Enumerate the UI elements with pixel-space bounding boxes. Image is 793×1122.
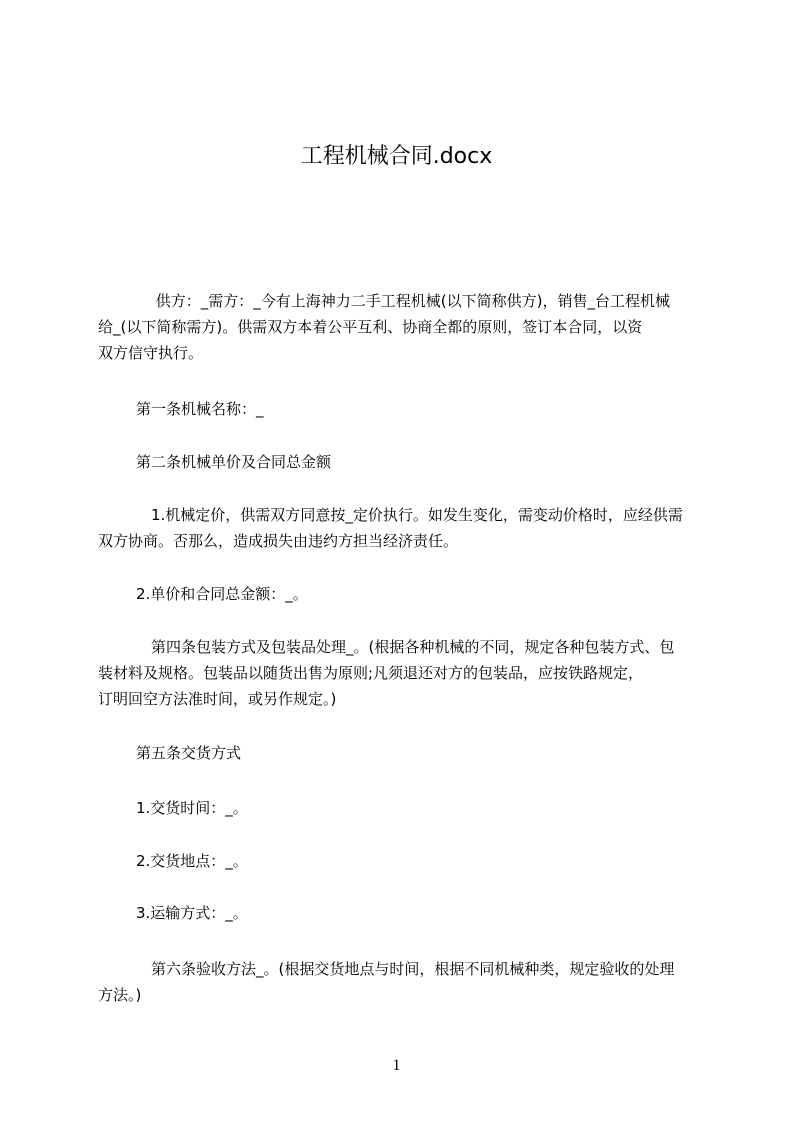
paragraph-article-5 xyxy=(98,740,718,766)
paragraph-pricing xyxy=(98,502,718,554)
paragraph-line: 双方协商。否那么，造成损失由违约方担当经济责任。 xyxy=(98,532,459,550)
page-title: 工程机械合同.docx xyxy=(300,144,493,169)
paragraph-line: 第五条交货方式 xyxy=(136,744,242,762)
paragraph-line: 第四条包装方式及包装品处理_。(根据各种机械的不同，规定各种包装方式、包 xyxy=(136,638,675,656)
paragraph-delivery-time xyxy=(98,795,718,821)
paragraph-line: 2.交货地点：_。 xyxy=(136,852,248,870)
paragraph-line: 1.机械定价，供需双方同意按_定价执行。如发生变化，需变动价格时，应经供需 xyxy=(136,506,683,524)
paragraph-line: 装材料及规格。包装品以随货出售为原则;凡须退还对方的包装品，应按铁路规定， xyxy=(98,664,644,682)
paragraph-line: 订明回空方法准时间，或另作规定。) xyxy=(98,690,337,708)
paragraph-article-2 xyxy=(98,449,718,475)
paragraph-line: 2.单价和合同总金额：_。 xyxy=(136,585,308,603)
paragraph-delivery-place xyxy=(98,848,718,874)
paragraph-line: 方法。) xyxy=(98,986,142,1004)
paragraph-line: 双方信守执行。 xyxy=(98,344,204,362)
paragraph-line: 第六条验收方法_。(根据交货地点与时间，根据不同机械种类，规定验收的处理 xyxy=(136,960,675,978)
paragraph-line: 3.运输方式：_。 xyxy=(136,904,248,922)
paragraph-article-6 xyxy=(98,956,718,1008)
paragraph-transport xyxy=(98,900,718,926)
paragraph-line: 1.交货时间：_。 xyxy=(136,799,248,817)
page-number: 1 xyxy=(392,1057,401,1074)
paragraph-line: 供方：_需方：_今有上海神力二手工程机械(以下简称供方)，销售_台工程机械 xyxy=(136,292,670,310)
paragraph-line: 第二条机械单价及合同总金额 xyxy=(136,453,332,471)
paragraph-article-4 xyxy=(98,634,718,712)
paragraph-intro xyxy=(98,288,718,366)
paragraph-line: 给_(以下简称需方)。供需双方本着公平互利、协商全都的原则，签订本合同，以资 xyxy=(98,318,643,336)
paragraph-total-amount xyxy=(98,581,718,607)
paragraph-line: 第一条机械名称：_ xyxy=(136,400,264,418)
paragraph-article-1 xyxy=(98,396,718,422)
